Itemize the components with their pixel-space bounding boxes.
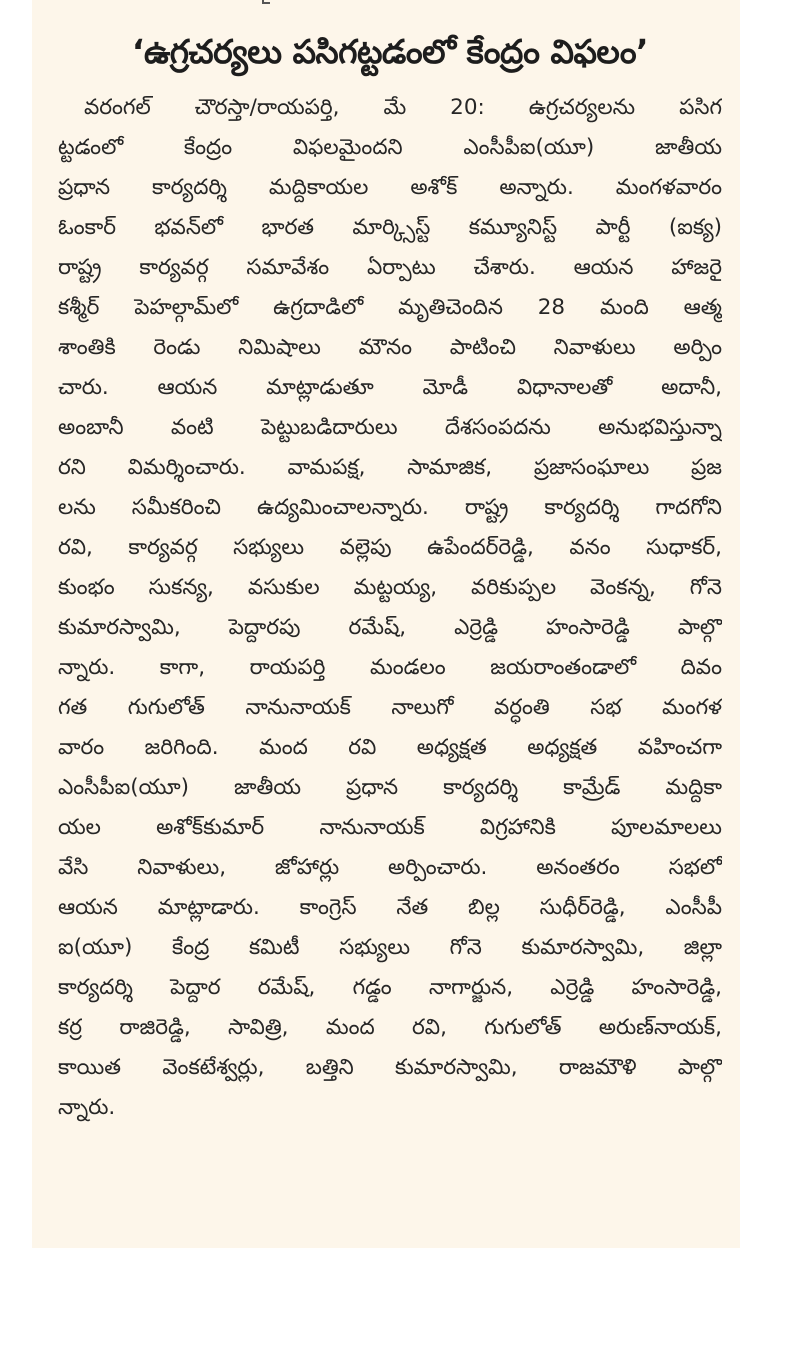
article-body xyxy=(58,88,722,1128)
article-line: కుంభం సుకన్య, వసుకుల మట్టయ్య, వరికుప్పల వెంకన్న, గోనె xyxy=(58,575,722,600)
article-line: కార్యదర్శి పెద్దార రమేష్, గడ్డం నాగార్జున, ఎర్రెడ్డి హంసారెడ్డి, xyxy=(58,975,722,1000)
article-line: చారు. ఆయన మాట్లాడుతూ మోడీ విధానాలతో అదానీ, xyxy=(58,375,722,400)
article-line: రని విమర్శించారు. వామపక్ష, సామాజిక, ప్రజాసంఘాలు ప్రజ xyxy=(58,455,722,480)
article-line: కుమారస్వామి, పెద్దారపు రమేష్, ఎర్రెడ్డి హంసారెడ్డి పాల్గొ xyxy=(58,615,722,640)
article-line: లను సమీకరించి ఉద్యమించాలన్నారు. రాష్ట్ర కార్యదర్శి గాదగోని xyxy=(58,495,722,520)
article-line: వరంగల్ చౌరస్తా/రాయపర్తి, మే 20: ఉగ్రచర్యలను పసిగ xyxy=(84,95,722,120)
article-line: న్నారు. xyxy=(58,1095,116,1120)
article-headline: ‘ఉగ్రచర్యలు పసిగట్టడంలో కేంద్రం విఫలం’ xyxy=(131,32,649,71)
article-line: అంబానీ వంటి పెట్టుబడిదారులు దేశసంపదను అనుభవిస్తున్నా xyxy=(58,415,722,440)
article-line: యల అశోక్‌కుమార్ నానునాయక్ విగ్రహానికి పూలమాలలు xyxy=(58,815,722,840)
article-line: కర్ర రాజిరెడ్డి, సావిత్రి, మంద రవి, గుగులోత్ అరుణ్‌నాయక్, xyxy=(58,1015,722,1040)
article-line: ఓంకార్ భవన్‌లో భారత మార్క్సిస్ట్ కమ్యూనిస్ట్ పార్టీ (ఐక్య) xyxy=(58,215,722,240)
article-line: ట్టడంలో కేంద్రం విఫలమైందని ఎంసీపీఐ(యూ) జాతీయ xyxy=(58,135,722,160)
cropped-text-fragment xyxy=(262,0,270,4)
article-line: కాయిత వెంకటేశ్వర్లు, బత్తిని కుమారస్వామి, రాజమౌళి పాల్గొ xyxy=(58,1055,722,1080)
article-line: కశ్మీర్ పెహల్గామ్‌లో ఉగ్రదాడిలో మృతిచెందిన 28 మంది ఆత్మ xyxy=(58,295,722,320)
article-line: గత గుగులోత్ నానునాయక్ నాలుగో వర్ధంతి సభ మంగళ xyxy=(58,695,722,720)
article-line: న్నారు. కాగా, రాయపర్తి మండలం జయరాంతండాలో దివం xyxy=(58,655,722,680)
article-line: ప్రధాన కార్యదర్శి మద్దికాయల అశోక్ అన్నారు. మంగళవారం xyxy=(58,175,722,200)
article-line: ఆయన మాట్లాడారు. కాంగ్రెస్ నేత బిల్ల సుధీర్‌రెడ్డి, ఎంసీపీ xyxy=(58,895,722,920)
article-line: ఐ(యూ) కేంద్ర కమిటీ సభ్యులు గోనె కుమారస్వామి, జిల్లా xyxy=(58,935,722,960)
article-line: రవి, కార్యవర్గ సభ్యులు వల్లెపు ఉపేందర్‌రెడ్డి, వనం సుధాకర్, xyxy=(58,535,722,560)
article-line: శాంతికి రెండు నిమిషాలు మౌనం పాటించి నివాళులు అర్పిం xyxy=(58,335,722,360)
article-line: రాష్ట్ర కార్యవర్గ సమావేశం ఏర్పాటు చేశారు. ఆయన హాజరై xyxy=(58,255,722,280)
article-line: వేసి నివాళులు, జోహార్లు అర్పించారు. అనంతరం సభలో xyxy=(58,855,722,880)
newspaper-clipping xyxy=(32,0,740,1248)
article-line: ఎంసీపీఐ(యూ) జాతీయ ప్రధాన కార్యదర్శి కామ్రేడ్ మద్దికా xyxy=(58,775,722,800)
article-line: వారం జరిగింది. మంద రవి అధ్యక్షత అధ్యక్షత వహించగా xyxy=(58,735,722,760)
